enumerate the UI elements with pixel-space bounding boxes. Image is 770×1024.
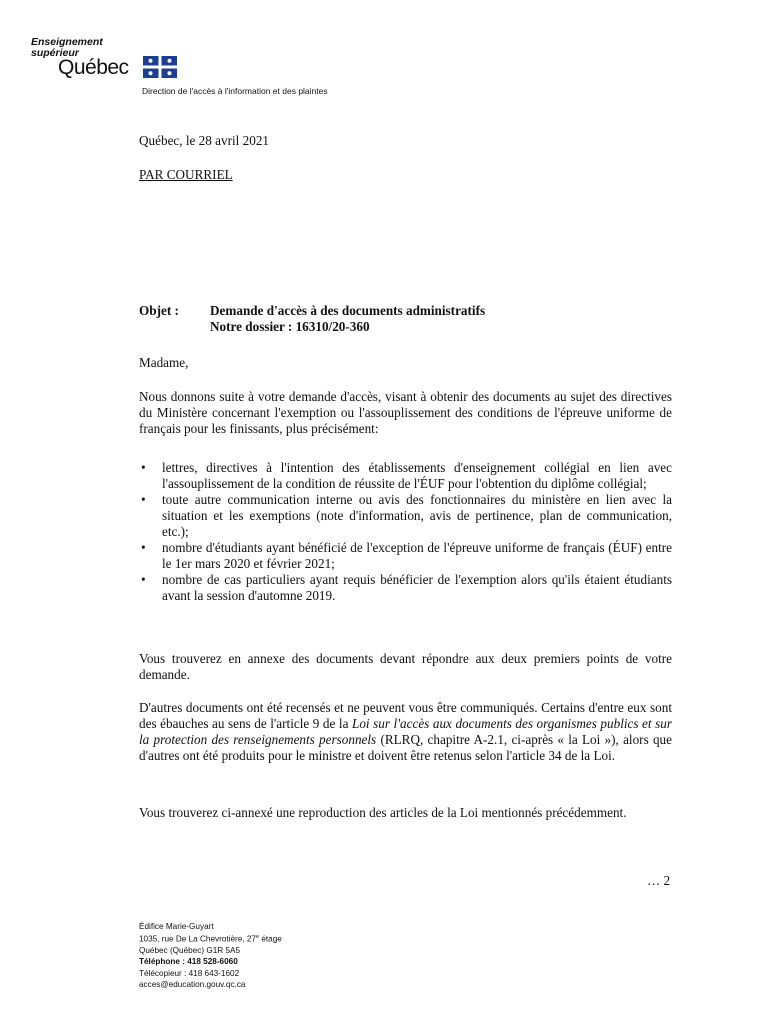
bullet-symbol: • (141, 540, 146, 555)
page-continuation: … 2 (647, 873, 671, 888)
paragraph-text: (RLRQ, chapitre A-2.1, ci-après « la Loi »), alors que d'autres ont été produits pour le ministre et doivent être retenus selon l'article 34 de la Loi. (139, 732, 672, 763)
law-title: Loi sur l'accès aux documents des organismes publics et sur la protection des renseignements personnels (139, 716, 672, 747)
logo-line-1: Enseignement (31, 36, 103, 48)
footer-superscript: e (255, 934, 260, 941)
request-list (139, 460, 672, 604)
footer-address (139, 921, 282, 990)
list-item-text: toute autre communication interne ou avis des fonctionnaires du ministère en lien avec la situation et les exemptions (note d'information, avis de pertinence, plan de communication, etc.); (162, 492, 672, 539)
footer-fax: Télécopieur : 418 643-1602 (139, 968, 240, 978)
list-item (139, 492, 672, 540)
footer-building: Édifice Marie-Guyart (139, 922, 214, 931)
list-item-text: lettres, directives à l'intention des établissements d'enseignement collégial en lien avec l'assouplissement de la condition de réussite de l'ÉUF pour l'obtention du diplôme collégial; (162, 460, 672, 491)
bullet-symbol: • (141, 572, 146, 587)
letter-date: Québec, le 28 avril 2021 (139, 133, 270, 148)
footer-street-text: 1035, rue De La Chevrotière, 27 (139, 934, 256, 944)
salutation: Madame, (139, 355, 189, 370)
footer-floor: étage (259, 934, 282, 944)
list-item-text: nombre d'étudiants ayant bénéficié de l'exception de l'épreuve uniforme de français (ÉUF) entre le 1er mars 2020 et février 2021; (162, 540, 672, 571)
file-number: Notre dossier : 16310/20-360 (210, 319, 370, 334)
bullet-symbol: • (141, 492, 146, 507)
paragraph-text: D'autres documents ont été recensés et ne peuvent vous être communiqués. Certains d'entre eux sont des ébauches au sens de l'article 9 de la (139, 700, 672, 731)
paragraph-annex: Vous trouverez en annexe des documents devant répondre aux deux premiers points de votre demande. (139, 651, 672, 682)
subject-block (210, 303, 485, 335)
list-item-text: nombre de cas particuliers ayant requis bénéficier de l'exemption alors qu'ils étaient étudiants avant la session d'automne 2019. (162, 572, 672, 603)
delivery-method: PAR COURRIEL (139, 167, 233, 182)
paragraph-intro: Nous donnons suite à votre demande d'accès, visant à obtenir des documents au sujet des directives du Ministère concernant l'exemption ou l'assouplissement des conditions de l'épreuve uniforme de français pour les finissants, plus précisément: (139, 389, 672, 436)
list-item (139, 572, 672, 604)
paragraph-articles: Vous trouverez ci-annexé une reproduction des articles de la Loi mentionnés précédemment. (139, 805, 627, 820)
footer-email: acces@education.gouv.qc.ca (139, 979, 246, 989)
logo-line-2: supérieur (31, 47, 79, 59)
footer-phone: Téléphone : 418 528-6060 (139, 957, 238, 967)
logo-quebec: Québec (58, 56, 129, 79)
bullet-symbol: • (141, 460, 146, 475)
footer-city: Québec (Québec) G1R 5A5 (139, 946, 241, 956)
footer-street (139, 932, 282, 945)
list-item (139, 460, 672, 492)
department-name: Direction de l'accès à l'information et des plaintes (142, 86, 328, 96)
list-item (139, 540, 672, 572)
subject-label: Objet : (139, 303, 179, 318)
subject-line: Demande d'accès à des documents administratifs (210, 303, 486, 318)
quebec-flag-icon (143, 56, 177, 78)
paragraph-exemptions (139, 700, 672, 764)
